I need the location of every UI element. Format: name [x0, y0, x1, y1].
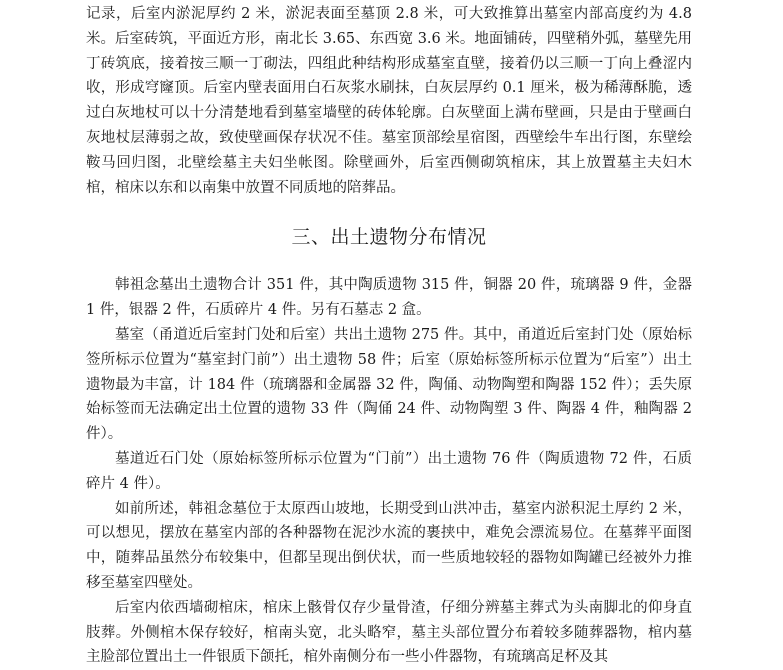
continuation-paragraph: 记录，后室内淤泥厚约 2 米，淤泥表面至墓顶 2.8 米，可大致推算出墓室内部高度约为 4.8 米。后室砖筑，平面近方形，南北长 3.65、东西宽 3.6 米。地面铺砖，四壁稍外弧，墓壁先用丁砖筑底，接着按三顺一丁砌法，四组此种结构形成墓室直壁，接着仍以三顺一丁向上叠涩内收，形成穹窿顶。后室内壁表面用白石灰浆水刷抹，白灰层厚约 0.1 厘米，极为稀薄酥脆，透过白灰地杖可以十分清楚地看到墓室墙壁的砖体轮廓。白灰壁面上满布壁画，只是由于壁画白灰地杖层薄弱之故，致使壁画保存状况不佳。墓室顶部绘星宿图，西壁绘牛车出行图，东壁绘鞍马回归图，北壁绘墓主夫妇坐帐图。除壁画外，后室西侧砌筑棺床，其上放置墓主夫妇木棺，棺床以东和以南集中放置不同质地的陪葬品。 — [86, 6, 692, 196]
section-heading: 三、出土遗物分布情况 — [291, 226, 487, 249]
document-page — [86, 2, 692, 670]
paragraph-coffin-bed: 后室内依西墙砌棺床，棺床上骸骨仅存少量骨渣，仔细分辨墓主葬式为头南脚北的仰身直肢葬。外侧棺木保存较好，棺南头宽，北头略窄，墓主头部位置分布着较多随葬器物，棺内墓主脸部位置出土一件银质下颌托，棺外南侧分布一些小件器物，有琉璃高足杯及其 — [86, 599, 692, 666]
paragraph-artifact-totals: 韩祖念墓出土遗物合计 351 件，其中陶质遗物 315 件，铜器 20 件，琉璃器 9 件，金器 1 件，银器 2 件，石质碎片 4 件。另有石墓志 2 盒。 — [86, 277, 692, 319]
paragraph-stone-door: 墓道近石门处（原始标签所标示位置为“门前”）出土遗物 76 件（陶质遗物 72 件，石质碎片 4 件）。 — [86, 450, 692, 492]
paragraph-flood-displacement: 如前所述，韩祖念墓位于太原西山坡地，长期受到山洪冲击，墓室内淤积泥土厚约 2 米，可以想见，摆放在墓室内部的各种器物在泥沙水流的裹挟中，难免会漂流易位。在墓葬平面图中，随葬品虽然分布较集中，但都呈现出倒伏状，而一些质地较轻的器物如陶罐已经被外力推移至墓室四壁处。 — [86, 500, 692, 591]
paragraph-tomb-chamber: 墓室（甬道近后室封门处和后室）共出土遗物 275 件。其中，甬道近后室封门处（原始标签所标示位置为“墓室封门前”）出土遗物 58 件；后室（原始标签所标示位置为“后室”）出土遗物最为丰富，计 184 件（琉璃器和金属器 32 件，陶俑、动物陶塑和陶器 152 件）；丢失原始标签而无法确定出土位置的遗物 33 件（陶俑 24 件、动物陶塑 3 件、陶器 4 件，釉陶器 2 件）。 — [86, 326, 692, 443]
